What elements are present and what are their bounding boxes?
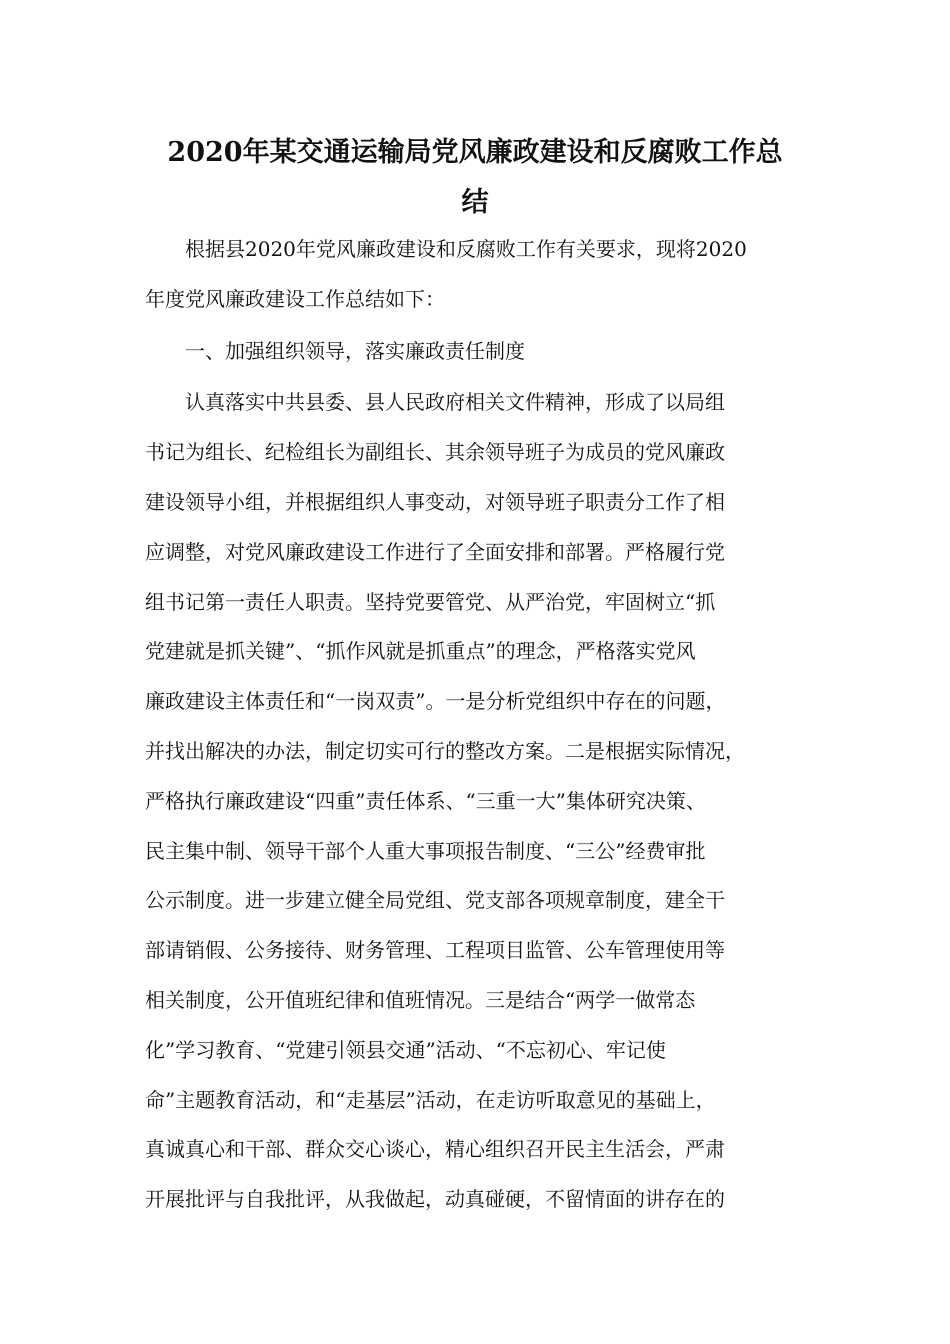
- body-paragraph-line-6: 党建就是抓关键”、“抓作风就是抓重点”的理念，严格落实党风: [145, 639, 696, 663]
- body-paragraph-line-4: 应调整，对党风廉政建设工作进行了全面安排和部署。严格履行党: [145, 540, 725, 564]
- intro-paragraph-line-1: 根据县2020年党风廉政建设和反腐败工作有关要求，现将2020: [185, 237, 747, 261]
- body-paragraph-line-8: 并找出解决的办法，制定切实可行的整改方案。二是根据实际情况，: [145, 739, 745, 763]
- body-paragraph-line-16: 真诚真心和干部、群众交心谈心，精心组织召开民主生活会，严肃: [145, 1137, 725, 1161]
- body-paragraph-line-14: 化”学习教育、“党建引领县交通”活动、“不忘初心、牢记使: [145, 1038, 666, 1062]
- body-paragraph-line-9: 严格执行廉政建设“四重”责任体系、“三重一大”集体研究决策、: [145, 789, 706, 813]
- body-paragraph-line-11: 公示制度。进一步建立健全局党组、党支部各项规章制度，建全干: [145, 888, 725, 912]
- document-title-line-1: 2020年某交通运输局党风廉政建设和反腐败工作总: [167, 137, 783, 168]
- document-title-line-2: 结: [461, 187, 489, 218]
- body-paragraph-line-5: 组书记第一责任人职责。坚持党要管党、从严治党，牢固树立“抓: [145, 590, 716, 614]
- body-paragraph-line-7: 廉政建设主体责任和“一岗双责”。一是分析党组织中存在的问题，: [145, 689, 726, 713]
- body-paragraph-line-2: 书记为组长、纪检组长为副组长、其余领导班子为成员的党风廉政: [145, 440, 725, 464]
- body-paragraph-line-12: 部请销假、公务接待、财务管理、工程项目监管、公车管理使用等: [145, 938, 725, 962]
- body-paragraph-line-10: 民主集中制、领导干部个人重大事项报告制度、“三公”经费审批: [145, 839, 706, 863]
- intro-paragraph-line-2: 年度党风廉政建设工作总结如下：: [145, 287, 445, 311]
- body-paragraph-line-1: 认真落实中共县委、县人民政府相关文件精神，形成了以局组: [185, 390, 725, 414]
- body-paragraph-line-15: 命”主题教育活动，和“走基层”活动，在走访听取意见的基础上，: [145, 1088, 716, 1112]
- body-paragraph-line-13: 相关制度，公开值班纪律和值班情况。三是结合“两学一做常态: [145, 988, 696, 1012]
- body-paragraph-line-17: 开展批评与自我批评，从我做起，动真碰硬，不留情面的讲存在的: [145, 1187, 725, 1211]
- section-heading-1: 一、加强组织领导，落实廉政责任制度: [185, 339, 525, 363]
- body-paragraph-line-3: 建设领导小组，并根据组织人事变动，对领导班子职责分工作了相: [145, 490, 725, 514]
